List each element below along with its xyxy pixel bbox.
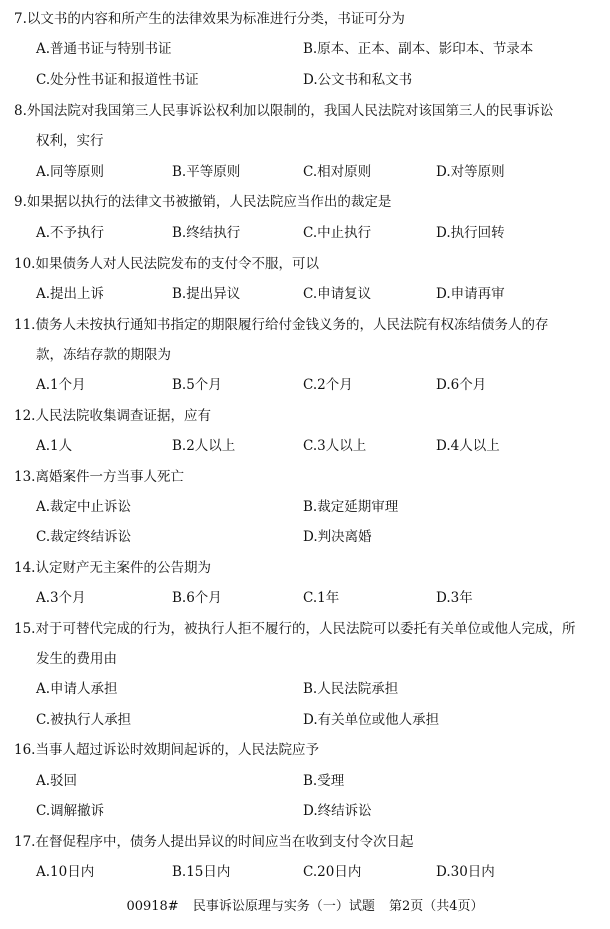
question-7-option-c: C.处分性书证和报道性书证 bbox=[36, 72, 199, 88]
question-12-option-c: C.3人以上 bbox=[303, 438, 367, 454]
question-16-option-b: B.受理 bbox=[303, 773, 345, 789]
question-9-option-a: A.不予执行 bbox=[36, 225, 105, 241]
question-15-option-c: C.被执行人承担 bbox=[36, 712, 132, 728]
question-15-option-a: A.申请人承担 bbox=[36, 681, 118, 697]
question-17-option-a: A.10日内 bbox=[36, 864, 95, 880]
footer-page-number: 第2页（共4页） bbox=[389, 899, 484, 914]
question-9-stem: 9.如果据以执行的法律文书被撤销，人民法院应当作出的裁定是 bbox=[14, 194, 392, 210]
question-17-option-d: D.30日内 bbox=[436, 864, 495, 880]
question-11-option-d: D.6个月 bbox=[436, 377, 487, 393]
question-14-option-c: C.1年 bbox=[303, 590, 340, 606]
question-7-option-b: B.原本、正本、副本、影印本、节录本 bbox=[303, 41, 534, 57]
question-11-option-c: C.2个月 bbox=[303, 377, 353, 393]
question-15-stem: 15.对于可替代完成的行为，被执行人拒不履行的，人民法院可以委托有关单位或他人完成，所 bbox=[14, 621, 576, 637]
question-14-option-a: A.3个月 bbox=[36, 590, 86, 606]
question-11-stem-cont: 款，冻结存款的期限为 bbox=[36, 347, 171, 363]
question-13-option-b: B.裁定延期审理 bbox=[303, 499, 399, 515]
question-10-option-a: A.提出上诉 bbox=[36, 286, 105, 302]
question-15-option-d: D.有关单位或他人承担 bbox=[303, 712, 440, 728]
question-10-option-c: C.申请复议 bbox=[303, 286, 372, 302]
question-14-option-b: B.6个月 bbox=[172, 590, 222, 606]
question-8-option-d: D.对等原则 bbox=[436, 164, 505, 180]
question-13-option-d: D.判决离婚 bbox=[303, 529, 372, 545]
question-16-option-c: C.调解撤诉 bbox=[36, 803, 105, 819]
question-11-stem: 11.债务人未按执行通知书指定的期限履行给付金钱义务的，人民法院有权冻结债务人的存 bbox=[14, 317, 549, 333]
question-14-stem: 14.认定财产无主案件的公告期为 bbox=[14, 560, 211, 576]
question-11-option-b: B.5个月 bbox=[172, 377, 222, 393]
question-16-option-d: D.终结诉讼 bbox=[303, 803, 372, 819]
question-12-option-a: A.1人 bbox=[36, 438, 73, 454]
question-10-option-d: D.申请再审 bbox=[436, 286, 505, 302]
question-16-option-a: A.驳回 bbox=[36, 773, 78, 789]
question-10-option-b: B.提出异议 bbox=[172, 286, 241, 302]
question-9-option-d: D.执行回转 bbox=[436, 225, 505, 241]
question-11-option-a: A.1个月 bbox=[36, 377, 86, 393]
question-12-option-d: D.4人以上 bbox=[436, 438, 500, 454]
question-15-option-b: B.人民法院承担 bbox=[303, 681, 399, 697]
question-8-option-a: A.同等原则 bbox=[36, 164, 105, 180]
question-15-stem-cont: 发生的费用由 bbox=[36, 651, 117, 667]
question-9-option-c: C.中止执行 bbox=[303, 225, 372, 241]
question-12-option-b: B.2人以上 bbox=[172, 438, 236, 454]
question-7-option-a: A.普通书证与特别书证 bbox=[36, 41, 172, 57]
footer-course-code: 00918# bbox=[126, 899, 179, 914]
question-7-option-d: D.公文书和私文书 bbox=[303, 72, 413, 88]
question-8-option-c: C.相对原则 bbox=[303, 164, 372, 180]
question-8-option-b: B.平等原则 bbox=[172, 164, 241, 180]
question-9-option-b: B.终结执行 bbox=[172, 225, 241, 241]
question-17-option-b: B.15日内 bbox=[172, 864, 231, 880]
question-16-stem: 16.当事人超过诉讼时效期间起诉的，人民法院应予 bbox=[14, 742, 319, 758]
question-8-stem-cont: 权利，实行 bbox=[36, 133, 104, 149]
question-7-stem: 7.以文书的内容和所产生的法律效果为标准进行分类，书证可分为 bbox=[14, 11, 405, 27]
footer-exam-title: 民事诉讼原理与实务（一）试题 bbox=[192, 899, 375, 914]
question-10-stem: 10.如果债务人对人民法院发布的支付令不服，可以 bbox=[14, 256, 319, 272]
question-13-option-a: A.裁定中止诉讼 bbox=[36, 499, 132, 515]
question-13-option-c: C.裁定终结诉讼 bbox=[36, 529, 132, 545]
question-17-option-c: C.20日内 bbox=[303, 864, 362, 880]
question-12-stem: 12.人民法院收集调查证据，应有 bbox=[14, 408, 211, 424]
question-13-stem: 13.离婚案件一方当事人死亡 bbox=[14, 469, 184, 485]
page-footer bbox=[0, 898, 610, 916]
question-17-stem: 17.在督促程序中，债务人提出异议的时间应当在收到支付令次日起 bbox=[14, 834, 414, 850]
question-14-option-d: D.3年 bbox=[436, 590, 473, 606]
question-8-stem: 8.外国法院对我国第三人民事诉讼权利加以限制的，我国人民法院对该国第三人的民事诉讼 bbox=[14, 103, 554, 119]
